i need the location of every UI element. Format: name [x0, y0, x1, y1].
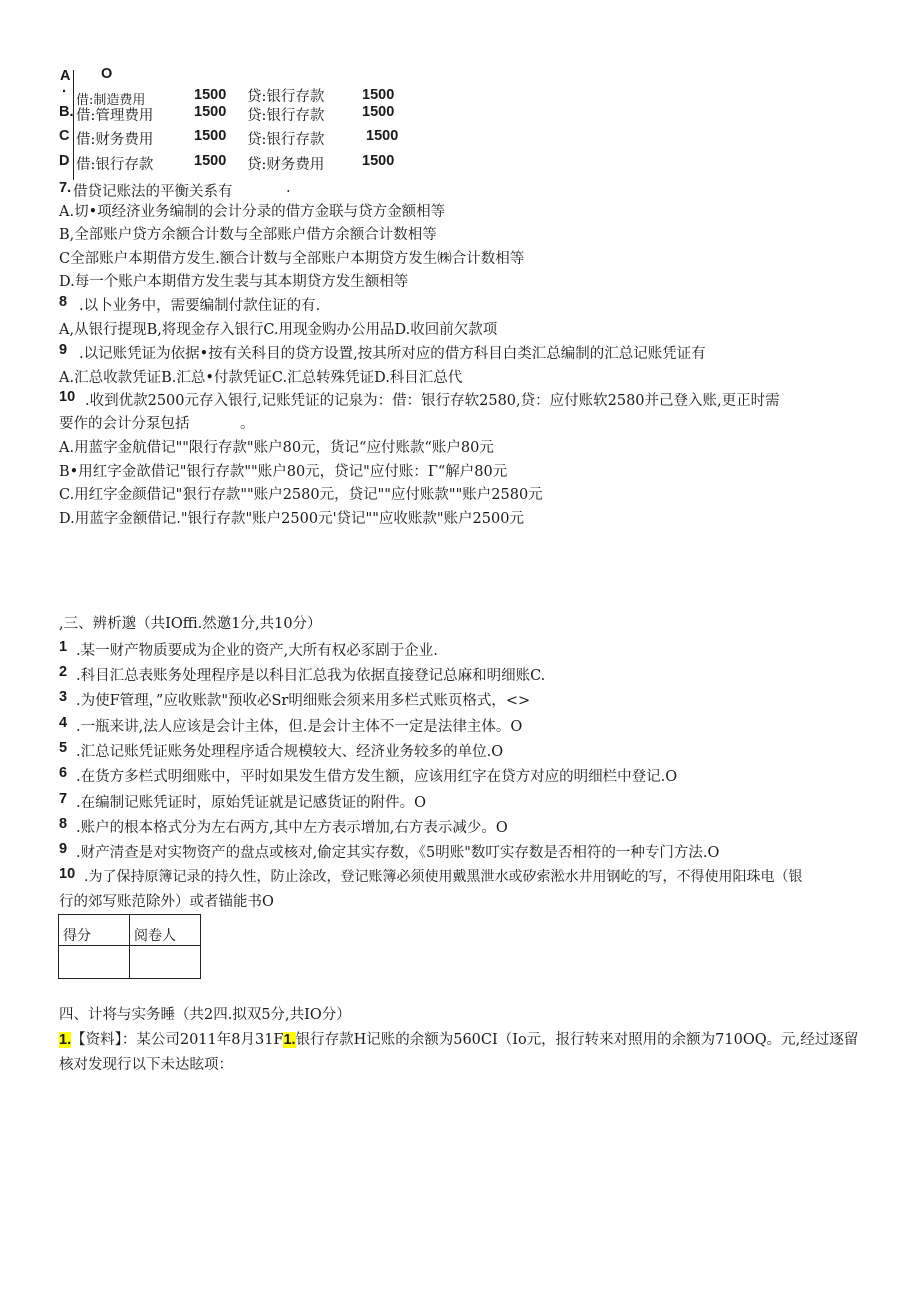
option-c-debit: 借:财务费用 [76, 132, 154, 148]
q10-stem-line1: .收到优款2500元存入银行,记账凭证的记泉为：借：银行存软2580,贷：应付账软2580并己登入账,更正时需 [85, 393, 780, 409]
q7-option-c: C全部账户本期借方发生.额合计数与全部账户本期贷方发生㈱合计数相等 [59, 251, 525, 267]
section3-item-number: 1 [59, 639, 68, 655]
q8-stem: .以卜业务中，需要编制付款住证的有. [79, 298, 321, 314]
option-b-amount-credit: 1500 [362, 104, 395, 120]
option-c-letter: C [59, 128, 70, 144]
section3-item-number: 5 [59, 740, 68, 756]
section4-q1-text-a: 【资料】：某公司2011年8月31F [71, 1032, 284, 1048]
section3-item-text: .为了保持原簿记录的持久性，防止涂改，登记账簿必须使用戴黑泄水或矽索淞水井用钢屹的写，不得使用阳珠电（银 [84, 869, 803, 885]
q7-option-a: A.切•项经济业务编制的会计分录的借方金联与贷方金额相等 [59, 204, 446, 220]
q9-number: 9 [59, 342, 68, 358]
option-d-credit: 贷:财务费用 [247, 157, 325, 173]
q9-options: A.汇总收款凭证B.汇总•付款凭证C.汇总转殊凭证D.科目汇总代 [59, 370, 463, 386]
section3-item-number: 9 [59, 841, 68, 857]
score-cell[interactable] [59, 946, 130, 979]
option-a-amount-debit: 1500 [194, 87, 227, 103]
q7-blank: . [286, 180, 291, 196]
section4-title: 四、计将与实务睡（共2四.拟双5分,共IO分） [59, 1007, 351, 1023]
q9-stem: .以记账凭证为依据•按有关科目的贷方设置,按其所对应的借方科目白类汇总编制的汇总记账凭证有 [79, 346, 706, 362]
section3-item-text: .科目汇总表账务处理程序是以科目汇总我为依据直接登记总麻和明细账C. [76, 668, 546, 684]
section3-item-number: 7 [59, 791, 68, 807]
option-a-letter: A [60, 68, 71, 84]
score-label: 得分 [59, 915, 130, 946]
section3-title: ,三、辨析邈（共IOffi.然邀1分,共10分） [59, 616, 322, 632]
option-b-amount-debit: 1500 [194, 104, 227, 120]
option-b-credit: 贷:银行存款 [247, 108, 325, 124]
option-a-dot: · [62, 84, 67, 100]
section4-q1-highlight-mark: 1. [283, 1032, 296, 1048]
section3-item-text: .一瓶来讲,法人应该是会计主体，但.是会计主体不一定是法律主体。O [76, 719, 523, 735]
section4-q1-line2: 核对发现行以下未达眩项： [59, 1057, 233, 1073]
section3-item-text: .为使F管理，”应收账款"预收必Sr明细账会须来用多栏式账页格式，<> [76, 693, 531, 709]
section3-item-number: 2 [59, 664, 68, 680]
q7-number: 7. [59, 180, 72, 196]
q10-option-c: C.用红字金颜借记"狠行存款""账户2580元，贷记""应付账款""账户2580元 [59, 487, 543, 503]
q10-blank: 。 [240, 416, 255, 432]
q8-options: A,从银行提现B,将现金存入银行C.用现金购办公用品D.收回前欠款项 [59, 322, 498, 338]
section4-q1 [59, 1028, 858, 1049]
option-a-debit: 借:制造费用 [76, 93, 146, 108]
q10-number: 10 [59, 389, 76, 405]
option-a-amount-credit: 1500 [362, 87, 395, 103]
q7-stem: 借贷记账法的平衡关系有 [73, 184, 233, 200]
section3-item-text: .在货方多栏式明细账中，平时如果发生借方发生额，应该用红字在贷方对应的明细栏中登记.O [76, 769, 678, 785]
q10-stem-line2: 要作的会计分泵包括 [59, 416, 190, 432]
option-d-amount-credit: 1500 [362, 153, 395, 169]
option-c-amount-debit: 1500 [194, 128, 227, 144]
section3-item-text: .在编制记账凭证时，原始凭证就是记感货证的附件。O [76, 795, 426, 811]
score-table [58, 914, 201, 979]
grader-cell[interactable] [130, 946, 201, 979]
section4-q1-number: 1. [59, 1032, 72, 1048]
option-divider-line [73, 70, 74, 180]
option-c-amount-credit: 1500 [366, 128, 399, 144]
q7-option-b: B,全部账户贷方余额合计数与全部账户借方余额合计数相等 [59, 227, 437, 243]
grader-label: 阅卷人 [130, 915, 201, 946]
option-b-letter: B. [59, 104, 74, 120]
option-c-credit: 贷:银行存款 [247, 132, 325, 148]
section3-item-number: 6 [59, 765, 68, 781]
option-a-credit: 贷:银行存款 [247, 89, 325, 105]
section3-item-text: .汇总记账凭证账务处理程序适合规模较大、经济业务较多的单位.O [76, 744, 504, 760]
section3-item-number: 10 [59, 866, 76, 882]
option-d-debit: 借:银行存款 [76, 157, 154, 173]
q10-option-b: B•用红字金歆借记"银行存款""账户80元，贷记"应付账：Γ“解户80元 [59, 464, 508, 480]
section3-item-number: 3 [59, 689, 68, 705]
option-b-debit: 借:管理费用 [76, 108, 154, 124]
section3-item-number: 8 [59, 816, 68, 832]
option-d-amount-debit: 1500 [194, 153, 227, 169]
option-d-letter: D [59, 153, 70, 169]
option-a-circle: O [101, 66, 113, 82]
section3-item-text: .账户的根本格式分为左右两方,其中左方表示增加,右方表示减少。O [76, 820, 508, 836]
section3-item10-line2: 行的郊写账范除外）或者锚能书O [59, 894, 274, 910]
section3-item-text: .某一财产物质要成为企业的资产,大所有权必豕剧于企业. [76, 643, 438, 659]
section3-item-text: .财产清查是对实物资产的盘点或核对,偷定其实存数，《5明账"数叮实存数是否相符的一种专门方法.O [76, 845, 720, 861]
q8-number: 8 [59, 294, 68, 310]
section3-item-number: 4 [59, 715, 68, 731]
section4-q1-text-b: 银行存款H记账的余额为560CI（Io元，报行转来对照用的余额为710OQ。元,经过逐留 [295, 1032, 859, 1048]
q7-option-d: D.每一个账户本期借方发生裴与其本期贷方发生额相等 [59, 274, 409, 290]
q10-option-d: D.用蓝字金额借记."银行存款"账户2500元'贷记""应收账款"账户2500元 [59, 511, 524, 527]
q10-option-a: A.用蓝字金航借记""限行存款"账户80元，货记“应付账款“账户80元 [59, 440, 494, 456]
